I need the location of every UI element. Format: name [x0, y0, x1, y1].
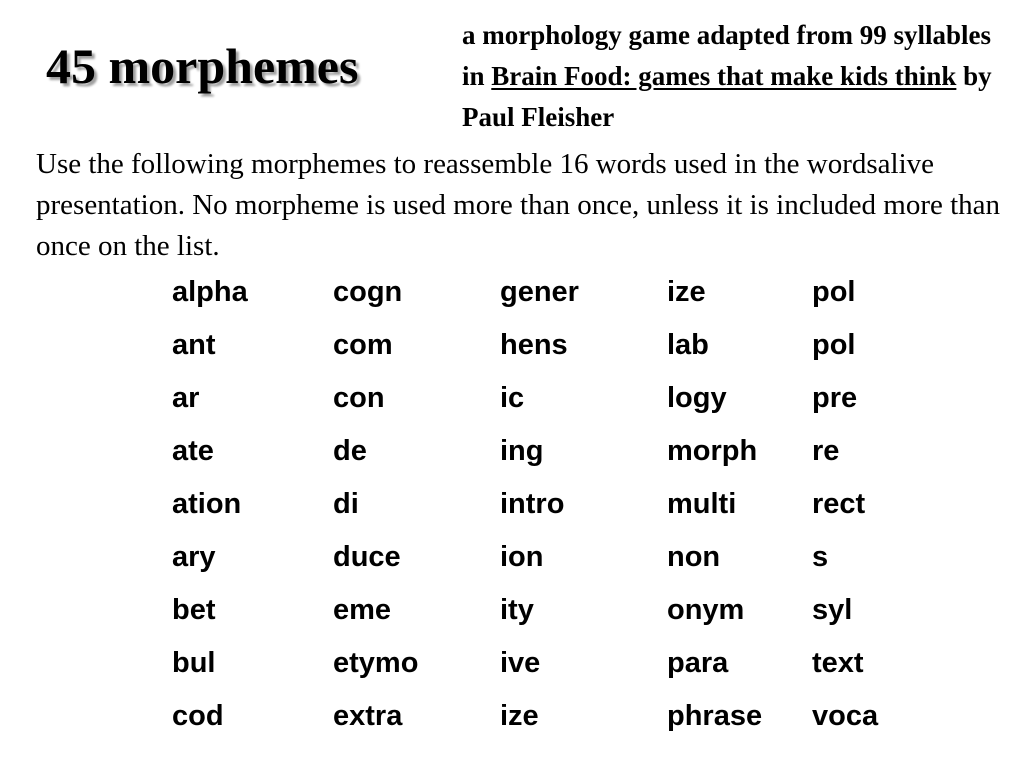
slide-title: 45 morphemes — [46, 38, 359, 94]
morpheme: hens — [500, 329, 568, 361]
morpheme: eme — [333, 594, 392, 626]
morpheme: morph — [667, 435, 758, 467]
morpheme: ary — [172, 541, 216, 573]
source-prefix: a morphology game adapted from 99 syllables in — [462, 20, 992, 91]
morpheme-column — [812, 266, 932, 743]
instructions-text: Use the following morphemes to reassemble 16 words used in the wordsalive presentation. No morpheme is used more than once, unless it is included more than once on the list. — [36, 148, 1001, 262]
source-author: by Paul Fleisher — [462, 61, 992, 132]
morpheme: gener — [500, 276, 579, 308]
morpheme: s — [812, 541, 829, 573]
morpheme: onym — [667, 594, 745, 626]
morpheme: logy — [667, 382, 727, 414]
morpheme: ize — [667, 276, 706, 308]
morpheme: ant — [172, 329, 216, 361]
morpheme-column — [500, 266, 667, 743]
morpheme: duce — [333, 541, 401, 573]
morpheme: di — [333, 488, 359, 520]
morpheme: rect — [812, 488, 866, 520]
morpheme: de — [333, 435, 367, 467]
morpheme: pre — [812, 382, 858, 414]
morpheme: ation — [172, 488, 242, 520]
morpheme: lab — [667, 329, 709, 361]
morpheme: com — [333, 329, 393, 361]
morpheme: para — [667, 647, 729, 679]
morpheme: ize — [500, 700, 539, 732]
book-title: Brain Food: games that make kids think — [491, 61, 957, 91]
morpheme-column — [667, 266, 812, 743]
morpheme: pol — [812, 276, 856, 308]
morpheme: non — [667, 541, 721, 573]
morpheme: voca — [812, 700, 879, 732]
morpheme: phrase — [667, 700, 763, 732]
morpheme: ic — [500, 382, 525, 414]
morpheme: bul — [172, 647, 216, 679]
morpheme: ate — [172, 435, 214, 467]
morpheme: intro — [500, 488, 565, 520]
morpheme: cogn — [333, 276, 403, 308]
morpheme: ing — [500, 435, 544, 467]
morpheme: ar — [172, 382, 200, 414]
morpheme-column — [172, 266, 333, 743]
morpheme: re — [812, 435, 840, 467]
morpheme: cod — [172, 700, 224, 732]
morpheme: etymo — [333, 647, 419, 679]
morpheme: multi — [667, 488, 737, 520]
morpheme-column — [333, 266, 500, 743]
morpheme: text — [812, 647, 864, 679]
morpheme: pol — [812, 329, 856, 361]
morpheme: con — [333, 382, 385, 414]
morpheme: syl — [812, 594, 853, 626]
morpheme: ion — [500, 541, 544, 573]
morpheme: bet — [172, 594, 216, 626]
morpheme-grid — [172, 266, 932, 743]
morpheme: ity — [500, 594, 534, 626]
source-note — [462, 15, 1018, 138]
morpheme: ive — [500, 647, 541, 679]
morpheme: extra — [333, 700, 403, 732]
morpheme: alpha — [172, 276, 248, 308]
